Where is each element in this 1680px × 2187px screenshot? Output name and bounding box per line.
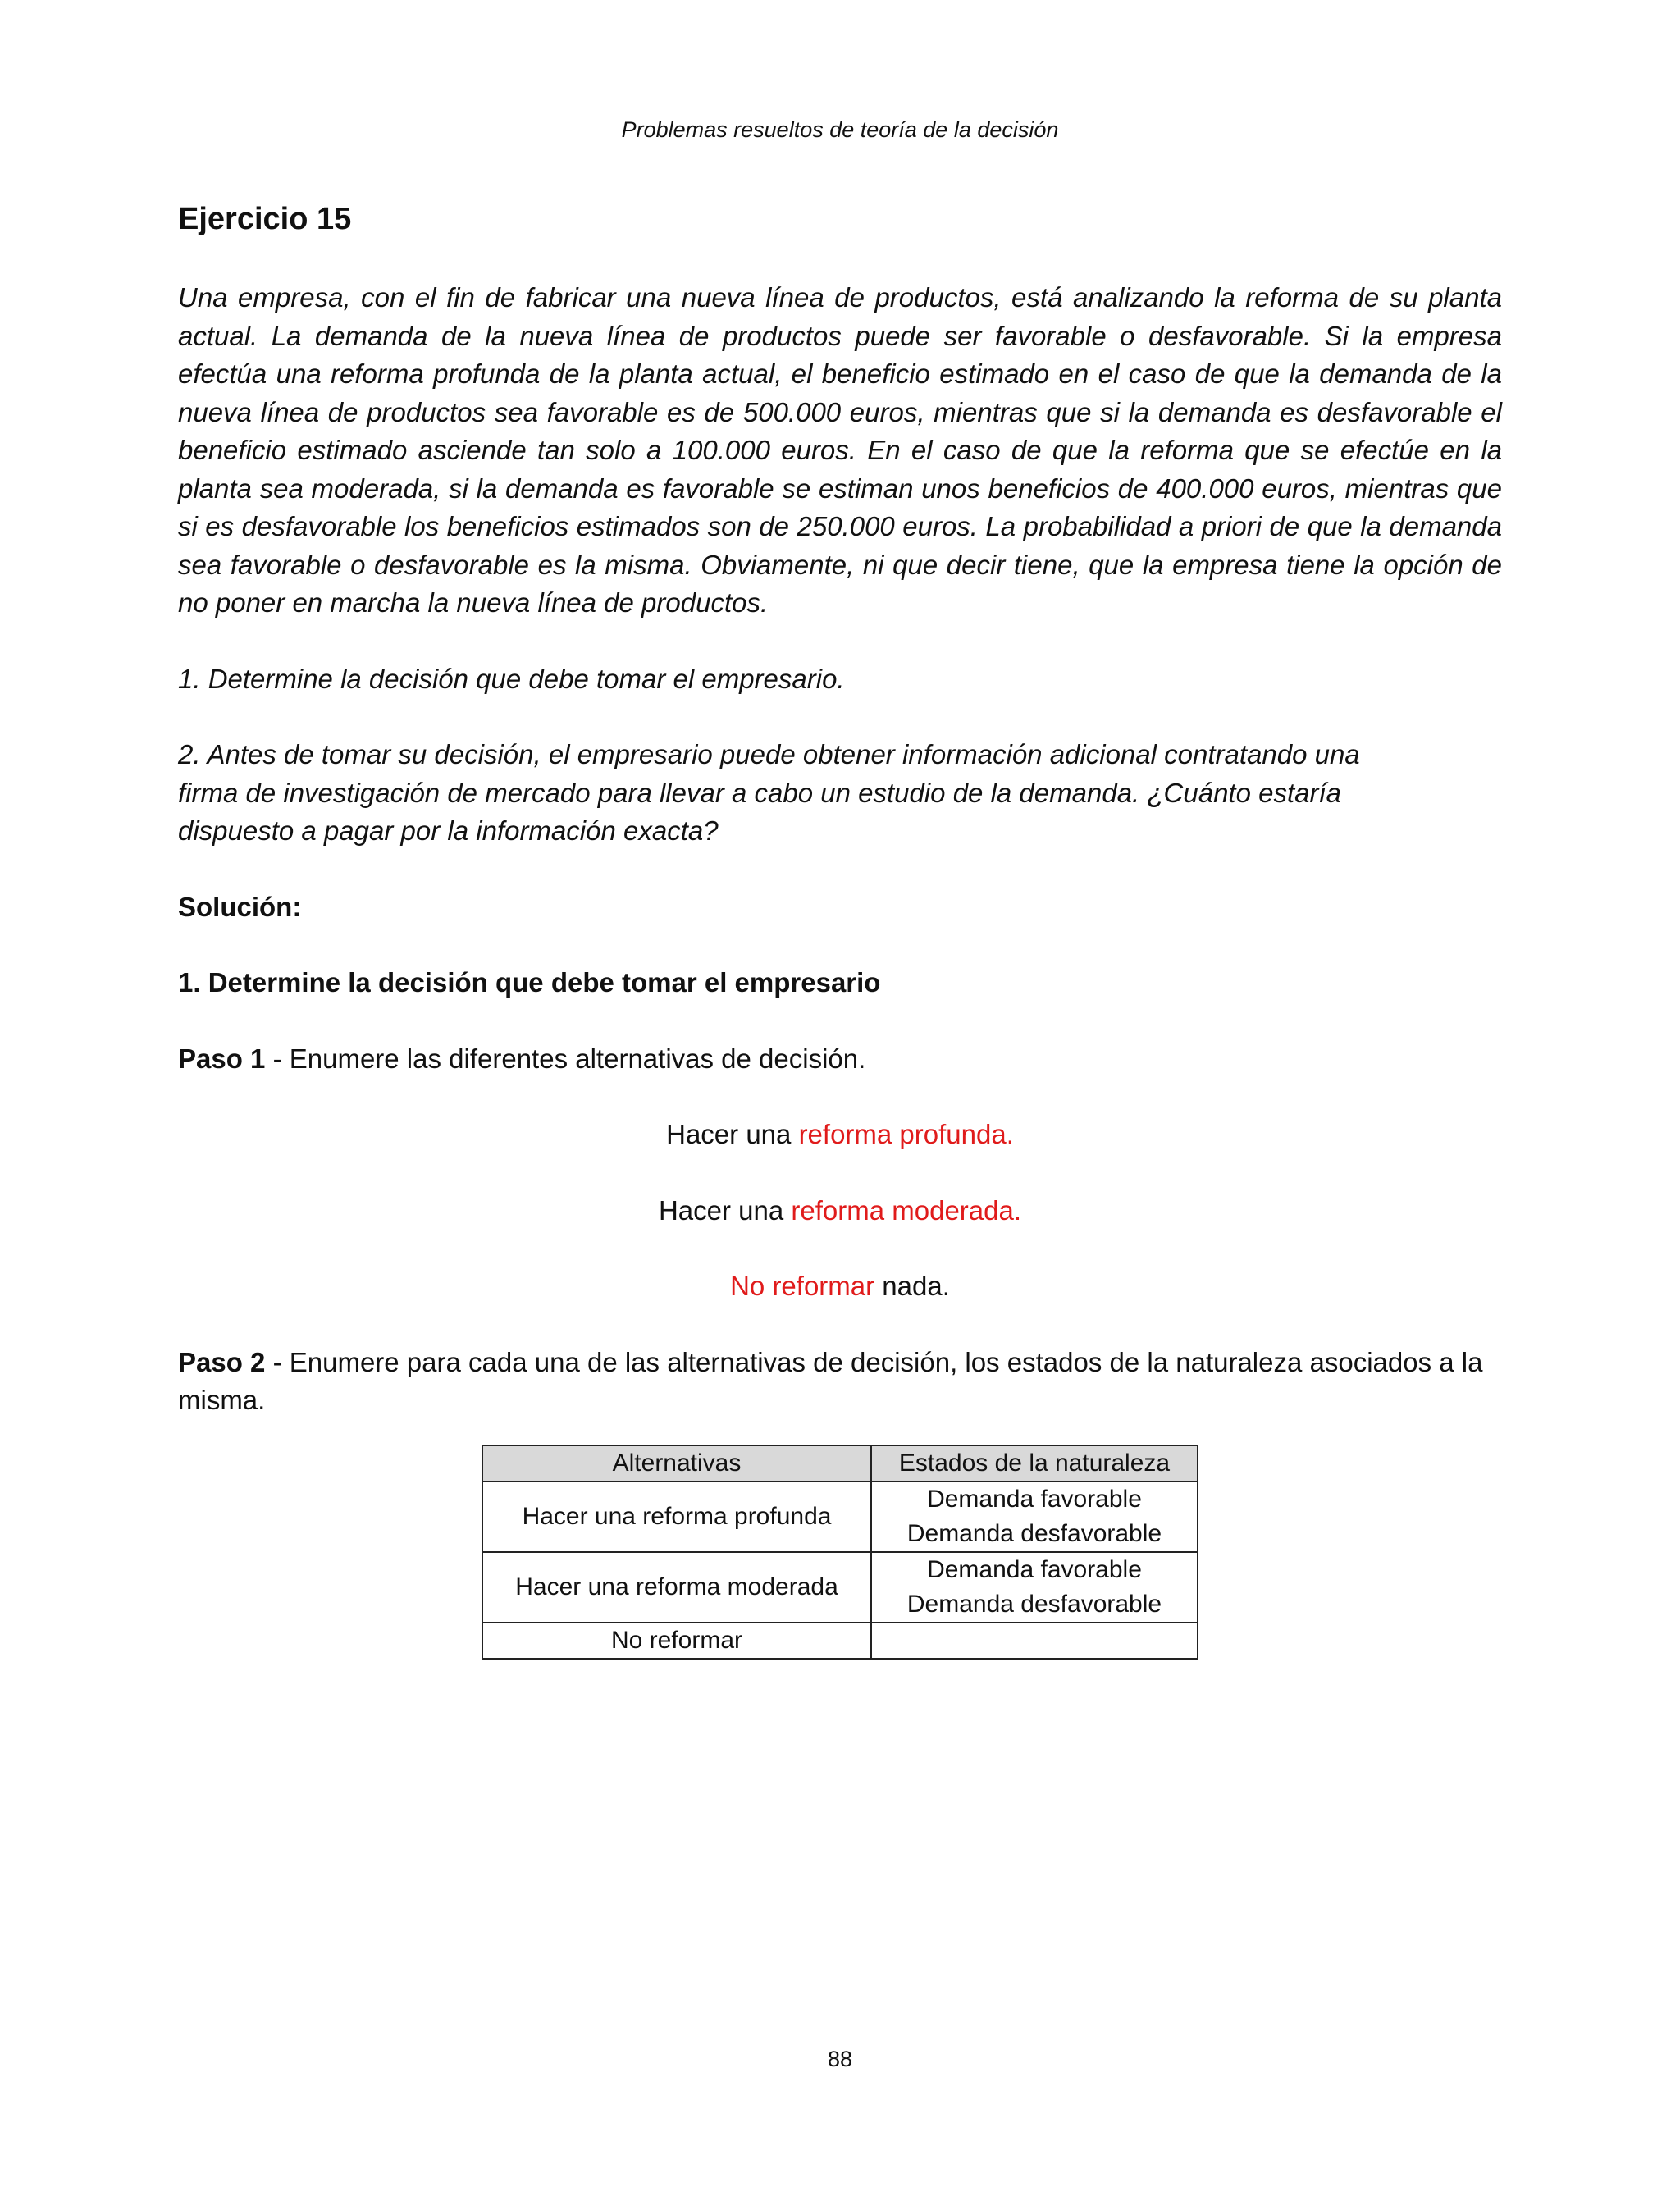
table-row	[482, 1623, 1198, 1659]
question-1: 1. Determine la decisión que debe tomar el empresario.	[178, 663, 845, 694]
alternative-suffix: nada.	[874, 1271, 950, 1301]
step-1	[178, 1040, 1502, 1079]
question-2-line: dispuesto a pagar por la información exacta?	[178, 815, 719, 846]
table-cell-alternative: Hacer una reforma moderada	[482, 1552, 871, 1623]
alternative-highlight: No reformar	[730, 1271, 875, 1301]
question-2-line: firma de investigación de mercado para llevar a cabo un estudio de la demanda. ¿Cuánto estaría	[178, 777, 1342, 808]
table-cell-alternative: No reformar	[482, 1623, 871, 1659]
alternative-highlight: reforma moderada.	[791, 1194, 1022, 1226]
table-cell-alternative: Hacer una reforma profunda	[482, 1482, 871, 1552]
alternative-3	[178, 1267, 1502, 1306]
question-2	[178, 736, 1502, 851]
state-item: Demanda favorable	[927, 1485, 1142, 1513]
alternatives-table	[482, 1445, 1198, 1660]
table-header-cell: Alternativas	[482, 1445, 871, 1482]
alternative-highlight: reforma profunda.	[798, 1119, 1014, 1149]
step-1-text: - Enumere las diferentes alternativas de decisión.	[265, 1043, 866, 1074]
table-header-row	[482, 1445, 1198, 1482]
state-item: Demanda desfavorable	[906, 1519, 1162, 1547]
step-2-label: Paso 2	[178, 1346, 266, 1377]
state-item: Demanda desfavorable	[906, 1590, 1162, 1618]
page-number: 88	[827, 2047, 853, 2071]
alternative-prefix: Hacer una	[666, 1119, 799, 1149]
running-header: Problemas resueltos de teoría de la decisión	[621, 117, 1059, 142]
exercise-statement: Una empresa, con el fin de fabricar una nueva línea de productos, está analizando la reforma de su planta actual. La demanda de la nueva línea de productos puede ser favorable o desfavorable. Si la empresa efectúa una reforma profunda de la planta actual, el beneficio estimado en el caso de que la demanda de la nueva línea de productos sea favorable es de 500.000 euros, mientras que si la demanda es desfavorable el beneficio estimado asciende tan solo a 100.000 euros. En el caso de que la reforma que se efectúe en la planta sea moderada, si la demanda es favorable se estiman unos beneficios de 400.000 euros, mientras que si es desfavorable los beneficios estimados son de 250.000 euros. La probabilidad a priori de que la demanda sea favorable o desfavorable es la misma. Obviamente, ni que decir tiene, que la empresa tiene la opción de no poner en marcha la nueva línea de productos.	[178, 282, 1502, 618]
table-cell-states	[871, 1482, 1198, 1552]
exercise-title: Ejercicio 15	[178, 202, 352, 236]
page-content	[178, 190, 1502, 1660]
alternative-1	[178, 1116, 1502, 1154]
state-item: Demanda favorable	[927, 1555, 1142, 1583]
alternative-prefix: Hacer una	[658, 1194, 792, 1226]
table-header-cell: Estados de la naturaleza	[871, 1445, 1198, 1482]
table-row	[482, 1552, 1198, 1623]
solution-label: Solución:	[178, 891, 302, 922]
table-cell-states	[871, 1623, 1198, 1659]
alternative-2	[178, 1192, 1502, 1230]
step-1-label: Paso 1	[178, 1043, 266, 1074]
table-row	[482, 1482, 1198, 1552]
table-cell-states	[871, 1552, 1198, 1623]
step-2	[178, 1344, 1502, 1420]
solution-heading-1: 1. Determine la decisión que debe tomar el empresario	[178, 967, 881, 998]
question-2-line: 2. Antes de tomar su decisión, el empresario puede obtener información adicional contratando una	[178, 739, 1360, 769]
step-2-text: - Enumere para cada una de las alternativas de decisión, los estados de la naturaleza asociados a la misma.	[178, 1346, 1483, 1415]
